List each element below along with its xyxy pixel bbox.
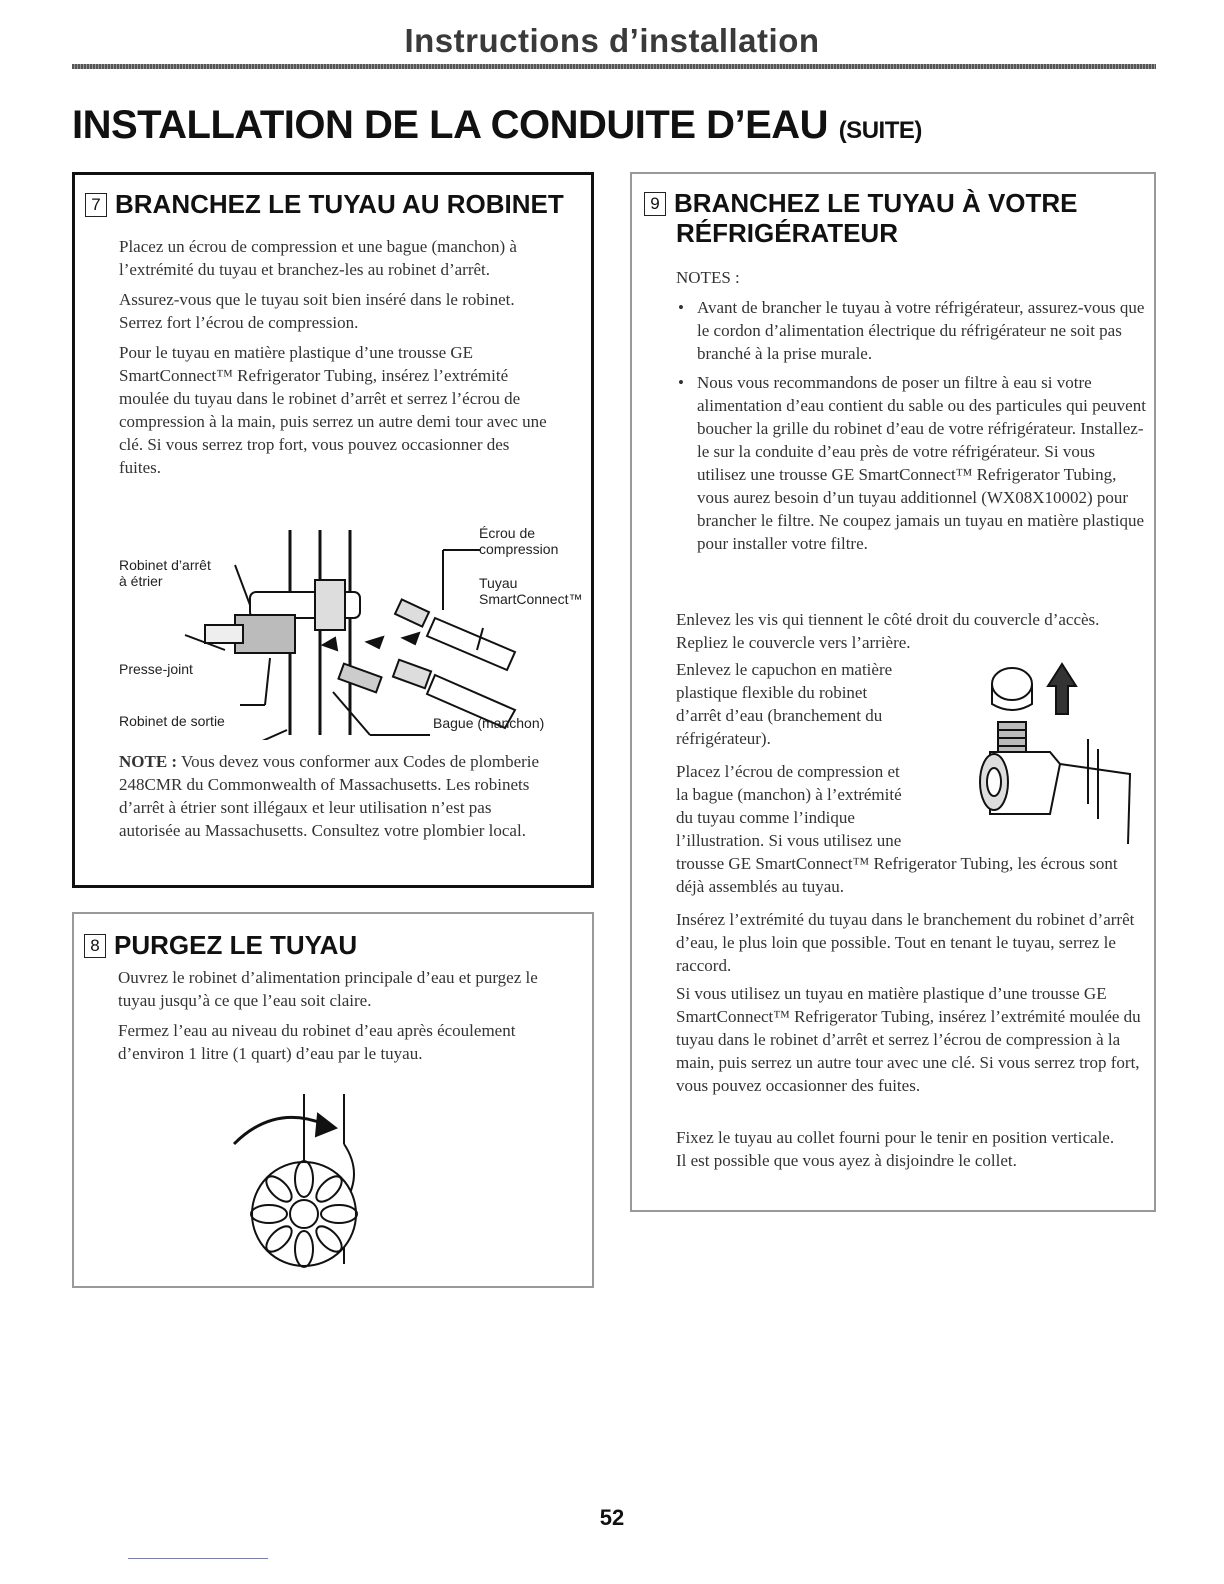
running-header: Instructions d’installation: [404, 22, 820, 59]
step-7-number: 7: [85, 193, 107, 217]
valve-handle-illustration: [214, 1084, 474, 1284]
step-8-heading: [84, 930, 357, 960]
step-8-box: [72, 912, 594, 1288]
label-bague: Bague (manchon): [433, 715, 545, 731]
page-title-main: INSTALLATION DE LA CONDUITE D’EAU: [72, 103, 829, 147]
step-9-para-cap: Enlevez le capuchon en matière plastique flexible du robinet d’arrêt d’eau (branchement du réfrigérateur).: [676, 660, 893, 748]
step-9-title-line2: RÉFRIGÉRATEUR: [676, 218, 898, 248]
page-number: 52: [599, 1505, 625, 1530]
label-robinet-arret: Robinet d’arrêt à étrier: [119, 557, 211, 589]
label-presse-joint: Presse-joint: [119, 661, 193, 677]
step-8-number: 8: [84, 934, 106, 958]
note-label: NOTE :: [119, 752, 178, 771]
step-7-title: BRANCHEZ LE TUYAU AU ROBINET: [115, 189, 564, 219]
step-7-box: [72, 172, 594, 888]
step-7-para-1: Placez un écrou de compression et une bague (manchon) à l’extrémité du tuyau et branchez-les au robinet d’arrêt.: [119, 237, 517, 279]
label-ecrou-compression: Écrou de compression: [479, 525, 559, 557]
step-9-heading: [644, 188, 1078, 218]
water-valve-illustration: [970, 654, 1140, 854]
notes-label: NOTES :: [676, 268, 740, 287]
label-tuyau-smartconnect: Tuyau SmartConnect™: [479, 575, 583, 607]
step-8-title: PURGEZ LE TUYAU: [114, 930, 358, 960]
step-7-note: [119, 750, 549, 842]
notes-list: [676, 296, 1146, 555]
step-7-para-3: Pour le tuyau en matière plastique d’une trousse GE SmartConnect™ Refrigerator Tubing, insérez l’extrémité moulée du tuyau dans le robinet d’arrêt et serrez l’écrou de compression à la main, puis serrez un autre demi tour avec une clé. Si vous serrez trop fort, vous pouvez occasionner des fuites.: [119, 343, 547, 477]
step-8-text: [118, 966, 548, 1072]
step-9-title-line1: BRANCHEZ LE TUYAU À VOTRE: [674, 188, 1078, 218]
step-7-para-2: Assurez-vous que le tuyau soit bien inséré dans le robinet. Serrez fort l’écrou de compression.: [119, 290, 515, 332]
page-title: [72, 103, 922, 148]
step-9-para-nut-rest: trousse GE SmartConnect™ Refrigerator Tubing, les écrous sont déjà assemblés au tuyau.: [676, 854, 1118, 896]
step-9-box: [630, 172, 1156, 1212]
step-9-para-nut: Placez l’écrou de compression et la bague (manchon) à l’extrémité du tuyau comme l’indique l’illustration. Si vous utilisez une: [676, 762, 902, 850]
page-title-suffix: (SUITE): [838, 117, 922, 144]
step-8-para-2: Fermez l’eau au niveau du robinet d’eau après écoulement d’environ 1 litre (1 quart) d’eau par le tuyau.: [118, 1021, 516, 1063]
header-rule: [72, 64, 1156, 69]
label-robinet-sortie: Robinet de sortie: [119, 713, 225, 729]
step-9-para-clamp: Fixez le tuyau au collet fourni pour le tenir en position verticale. Il est possible que vous ayez à disjoindre le collet.: [676, 1128, 1115, 1170]
step-7-heading: [85, 189, 564, 219]
note-item: • Nous vous recommandons de poser un filtre à eau si votre alimentation d’eau contient du sable ou des particules qui peuvent boucher la grille du robinet d’eau de votre réfrigérateur. Installez-le sur la conduite d’eau près de votre réfrigérateur. Si vous utilisez une trousse GE SmartConnect™ Refrigerator Tubing, vous aurez besoin d’un tuyau additionnel (WX08X10002) pour brancher le filtre. Ne coupez jamais un tuyau en matière plastique pour installer votre filtre.: [676, 371, 1146, 555]
step-8-para-1: Ouvrez le robinet d’alimentation principale d’eau et purgez le tuyau jusqu’à ce que l’eau soit claire.: [118, 968, 538, 1010]
footer-line: [128, 1558, 268, 1559]
step-9-notes: [676, 266, 1146, 561]
step-9-number: 9: [644, 192, 666, 216]
step-9-para-insert: Insérez l’extrémité du tuyau dans le branchement du robinet d’arrêt d’eau, le plus loin que possible. Tout en tenant le tuyau, serrez le raccord.: [676, 910, 1135, 975]
step-9-para-plastic: Si vous utilisez un tuyau en matière plastique d’une trousse GE SmartConnect™ Refrigerator Tubing, insérez l’extrémité moulée du tuyau dans le robinet d’arrêt et serrez l’écrou de compression à la main, puis serrez un autre tour avec une clé. Si vous serrez trop fort, vous pouvez occasionner des fuites.: [676, 984, 1141, 1095]
note-item: • Avant de brancher le tuyau à votre réfrigérateur, assurez-vous que le cordon d’alimentation électrique du réfrigérateur ne soit pas branché à la prise murale.: [676, 296, 1146, 365]
note-text: Vous devez vous conformer aux Codes de plomberie 248CMR du Commonwealth of Massachusetts. Les robinets d’arrêt à étrier sont illégaux et leur utilisation n’est pas autorisée au Massachusetts. Consultez votre plombier local.: [119, 752, 540, 840]
step-7-text: [119, 235, 549, 486]
step-9-para-remove-screws: Enlevez les vis qui tiennent le côté droit du couvercle d’accès. Repliez le couvercle vers l’arrière.: [676, 610, 1100, 652]
